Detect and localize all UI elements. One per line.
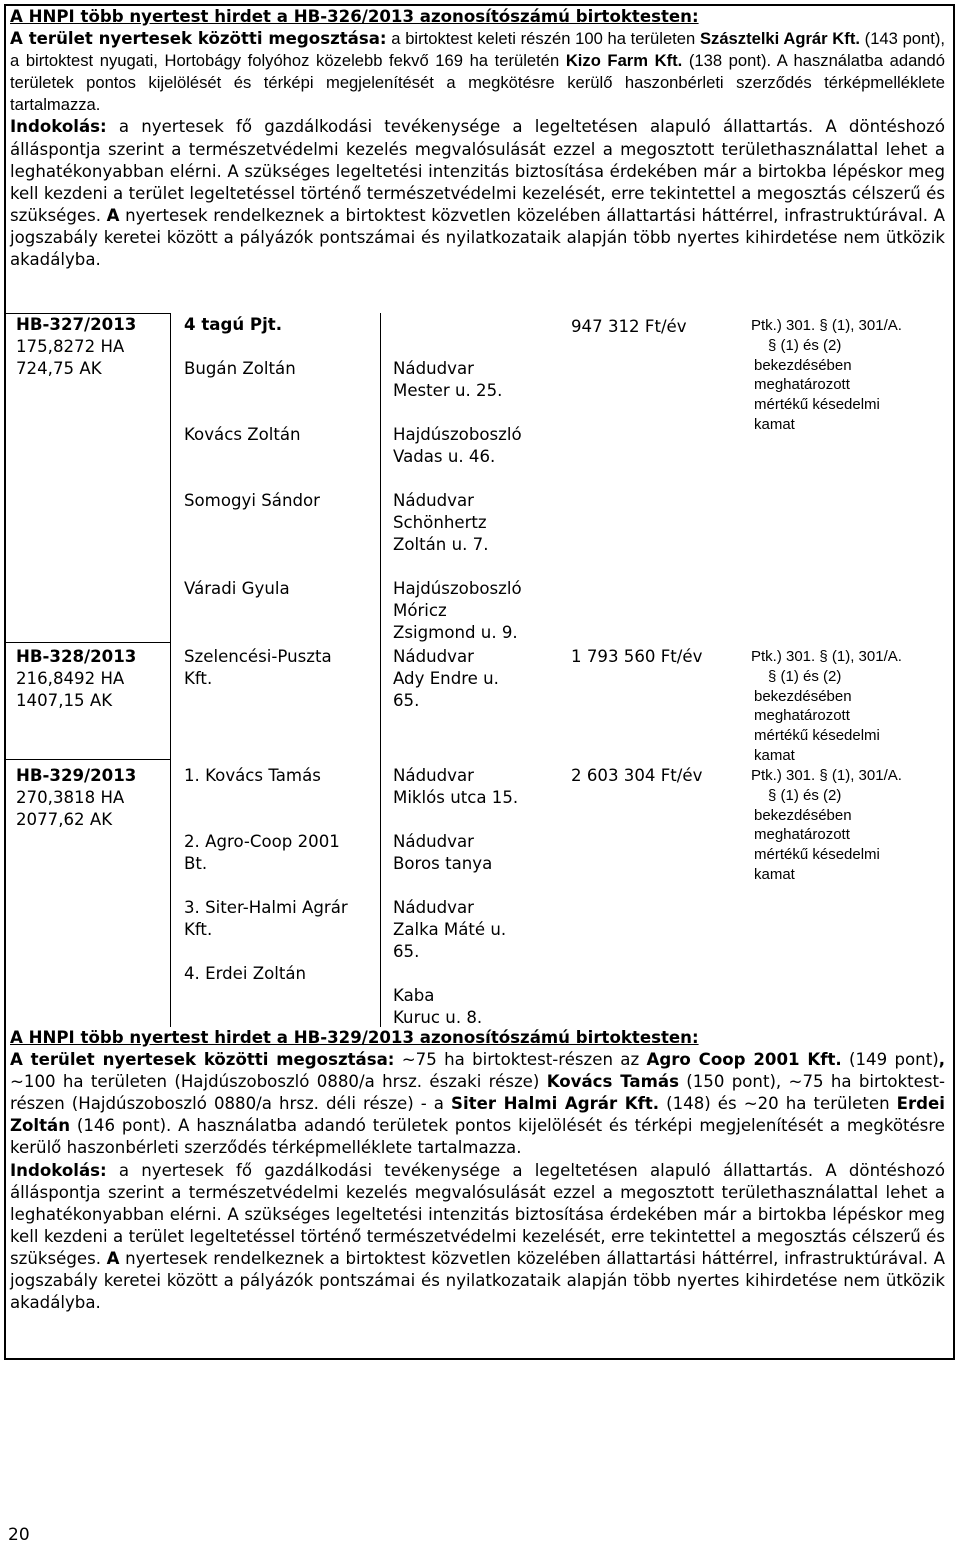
parcel-area: 270,3818 HA [16, 788, 125, 807]
applicant-address: Nádudvar Boros tanya [393, 832, 493, 873]
applicant-address: Hajdúszoboszló Vadas u. 46. [393, 425, 522, 466]
applicant-address: Hajdúszoboszló Móricz Zsigmond u. 9. [393, 579, 522, 642]
rent-amount: 1 793 560 Ft/év [571, 647, 703, 666]
table-divider [170, 313, 171, 1027]
winner-name: Siter Halmi Agrár Kft. [451, 1094, 660, 1114]
applicant-name: Váradi Gyula [184, 579, 290, 598]
parcel-area: 175,8272 HA [16, 337, 125, 356]
interest-note: Ptk.) 301. § (1), 301/A. § (1) és (2) bekezdésében meghatározott mértékű késedelmi kamat [751, 648, 902, 764]
parcel-ak: 724,75 AK [16, 359, 102, 378]
applicant-name: 2. Agro-Coop 2001 Bt. [184, 832, 340, 873]
applicant-name: Szelencési-Puszta Kft. [184, 647, 332, 688]
applicant-address: Nádudvar Zalka Máté u. 65. [393, 898, 507, 961]
applicant-name: Kovács Zoltán [184, 425, 301, 444]
winner-name: Erdei Zoltán [10, 1094, 945, 1136]
applicant-name: Bugán Zoltán [184, 359, 296, 378]
winner-name: Kovács Tamás [546, 1072, 679, 1092]
applicant-address: Nádudvar Schönhertz Zoltán u. 7. [393, 491, 489, 554]
page-number: 20 [8, 1525, 30, 1545]
interest-note: Ptk.) 301. § (1), 301/A. § (1) és (2) bekezdésében meghatározott mértékű késedelmi kamat [751, 767, 902, 883]
split-label: A terület nyertesek közötti megosztása: [10, 29, 387, 49]
applicant-address: Nádudvar Miklós utca 15. [393, 766, 519, 807]
winner-name: Szásztelki Agrár Kft. [699, 29, 860, 49]
section-heading: A HNPI több nyertest hirdet a HB-329/2013 azonosítószámú birtoktesten: [10, 1028, 699, 1047]
section-hb329: A HNPI több nyertest hirdet a HB-329/2013 azonosítószámú birtoktesten: A terület nyertesek közötti megosztása: ~75 ha birtoktest-részen az Agro Coop 2001 Kft. (149 pont), ~100 ha területen (Hajdúszoboszló 0880/a hrsz. északi része) Kovács Tamás (150 pont), ~75 ha birtoktest-részen (Hajdúszoboszló 0880/a hrsz. déli része) - a Siter Halmi Agrár Kft. (148) és ~20 ha területen Erdei Zoltán (146 pont). A használatba adandó területek pontos kijelölését és térképi megjelenítését a megkötésre kerülő haszonbérleti szerződés térképmelléklete tartalmazza. Indokolás: a nyertesek fő gazdálkodási tevékenysége a legeltetésen alapuló állattartás. A döntéshozó álláspontja szerint a természetvédelmi kezelés megvalósulását ezzel a megosztott területhasználattal lehet a leghatékonyabban elérni. A szükséges legeltetési intenzitás biztosítása érdekében már a birtokba lépéskor meg kell kezdeni a terület legeltetéssel történő természetvédelmi kezelését, erre tekintettel a megosztás célszerű és szükséges. A nyertesek rendelkeznek a birtoktest közvetlen közelében állattartási háttérrel, infrastruktúrával. A jogszabály keretei között a pályázók pontszámai és nyilatkozataik alapján több nyertes kihirdetése nem ütközik akadályba. [10, 1028, 945, 1313]
reason-label: Indokolás: [10, 1160, 107, 1180]
applicant-name: Somogyi Sándor [184, 491, 320, 510]
applicant-address: Nádudvar Ady Endre u. 65. [393, 647, 499, 710]
parcel-id: HB-327/2013 [16, 315, 137, 334]
applicant-name: 1. Kovács Tamás [184, 766, 321, 785]
parcel-id: HB-329/2013 [16, 766, 137, 785]
section-heading: A HNPI több nyertest hirdet a HB-326/2013 azonosítószámú birtoktesten: [10, 7, 699, 26]
split-label: A terület nyertesek közötti megosztása: [10, 1050, 395, 1070]
applicant-name: 3. Siter-Halmi Agrár Kft. [184, 898, 348, 939]
parcel-ak: 2077,62 AK [16, 810, 113, 829]
parcel-id: HB-328/2013 [16, 647, 137, 666]
winner-name: Agro Coop 2001 Kft. [646, 1050, 842, 1070]
applicant-address: Kaba Kuruc u. 8. [393, 986, 483, 1027]
parcel-ak: 1407,15 AK [16, 691, 113, 710]
reason-label: Indokolás: [10, 117, 107, 137]
winner-name: Kizo Farm Kft. [565, 51, 683, 71]
table-rule [4, 642, 170, 643]
table-rule [4, 759, 170, 760]
applicant-name: 4. Erdei Zoltán [184, 964, 307, 983]
rent-amount: 947 312 Ft/év [571, 317, 687, 336]
applicant-address: Nádudvar Mester u. 25. [393, 359, 503, 400]
parcel-area: 216,8492 HA [16, 669, 125, 688]
interest-note: Ptk.) 301. § (1), 301/A. § (1) és (2) bekezdésében meghatározott mértékű késedelmi kamat [751, 317, 902, 433]
table-divider [380, 313, 381, 1027]
rent-amount: 2 603 304 Ft/év [571, 766, 703, 785]
section-hb326: A HNPI több nyertest hirdet a HB-326/2013 azonosítószámú birtoktesten: A terület nyertesek közötti megosztása: a birtoktest keleti részén 100 ha területen Szásztelki Agrár Kft. (143 pont), a birtoktest nyugati, Hortobágy folyóhoz közelebb fekvő 169 ha területén Kizo Farm Kft. (138 pont). A használatba adandó területek pontos kijelölését és térképi megjelenítését a megkötésre kerülő haszonbérleti szerződés térképmelléklete tartalmazza. Indokolás: a nyertesek fő gazdálkodási tevékenysége a legeltetésen alapuló állattartás. A döntéshozó álláspontja szerint a természetvédelmi kezelés megvalósulását ezzel a megosztott területhasználattal lehet a leghatékonyabban elérni. A szükséges legeltetési intenzitás biztosítása érdekében már a birtokba lépéskor meg kell kezdeni a terület legeltetéssel történő természetvédelmi kezelését, erre tekintettel a megosztás célszerű és szükséges. A nyertesek rendelkeznek a birtoktest közvetlen közelében állattartási háttérrel, infrastruktúrával. A jogszabály keretei között a pályázók pontszámai és nyilatkozataik alapján több nyertes kihirdetése nem ütközik akadályba. [10, 7, 946, 270]
group-label: 4 tagú Pjt. [184, 315, 283, 334]
